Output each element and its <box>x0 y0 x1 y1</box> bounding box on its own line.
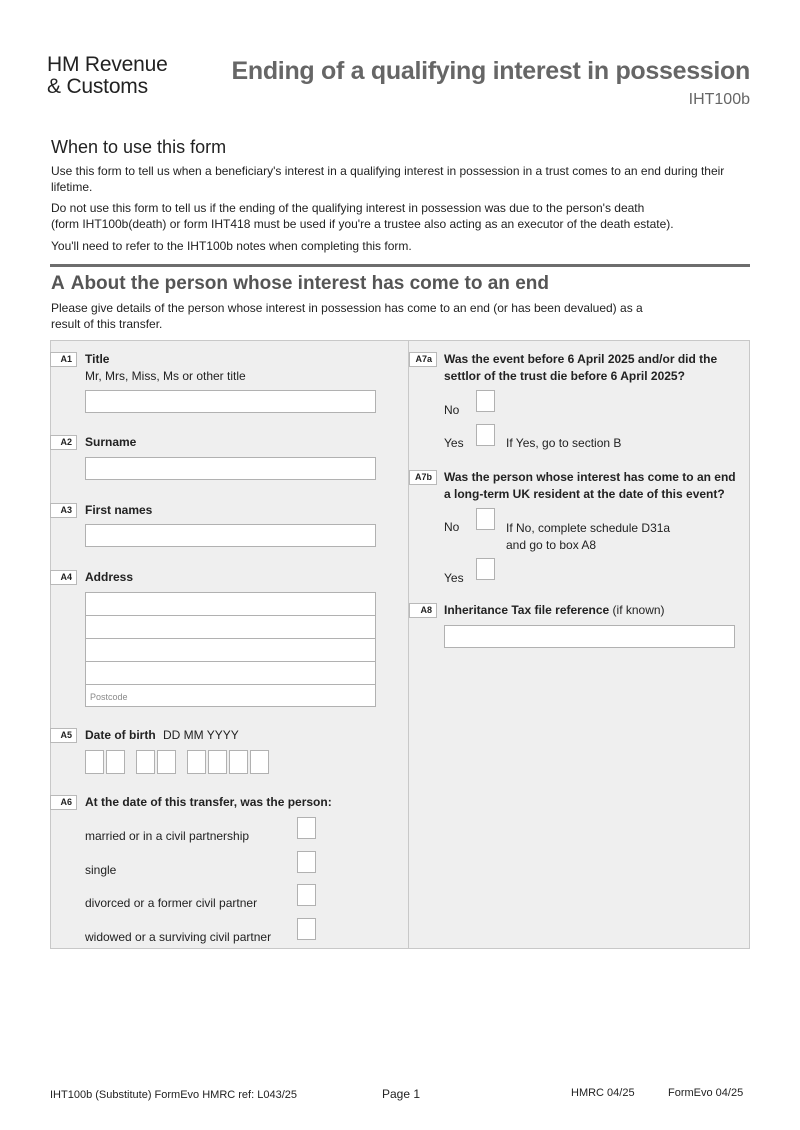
column-divider <box>408 341 409 948</box>
dob-month-digit-2[interactable] <box>157 750 176 774</box>
question-number-a1: A1 <box>50 352 77 367</box>
question-number-a3: A3 <box>50 503 77 518</box>
marital-option-divorced-label: divorced or a former civil partner <box>85 896 258 910</box>
address-line-divider <box>86 684 375 685</box>
marital-option-widowed-label: widowed or a surviving civil partner <box>85 930 272 944</box>
dob-year-digit-1[interactable] <box>187 750 206 774</box>
footer-form-reference: IHT100b (Substitute) FormEvo HMRC ref: L043/25 <box>50 1089 297 1101</box>
marital-status-label: At the date of this transfer, was the person: <box>85 795 332 809</box>
postcode-label: Postcode <box>90 692 128 702</box>
address-input[interactable] <box>85 592 376 707</box>
title-hint: Mr, Mrs, Miss, Ms or other title <box>85 369 246 383</box>
a7b-no-note <box>506 520 670 554</box>
question-number-a4: A4 <box>50 570 77 585</box>
a7b-no-note-line-2: and go to box A8 <box>506 538 597 552</box>
marital-option-divorced-checkbox[interactable] <box>297 884 316 906</box>
intro-paragraph-2-line-1: Do not use this form to tell us if the ending of the qualifying interest in possession was due to the person's death <box>51 201 645 215</box>
hmrc-logo <box>47 54 168 98</box>
event-before-april-2025-label <box>444 351 717 385</box>
marital-option-single-checkbox[interactable] <box>297 851 316 873</box>
question-number-a5: A5 <box>50 728 77 743</box>
first-names-label: First names <box>85 503 153 517</box>
iht-file-reference-label <box>444 602 665 619</box>
marital-option-single-label: single <box>85 863 117 877</box>
section-a-desc-line-1: Please give details of the person whose interest in possession has come to an end (or has been devalued) as a <box>51 301 643 315</box>
logo-line-2: & Customs <box>47 75 148 98</box>
title-label: Title <box>85 352 110 366</box>
question-number-a2: A2 <box>50 435 77 450</box>
address-line-divider <box>86 638 375 639</box>
dob-month-digit-1[interactable] <box>136 750 155 774</box>
a7b-yes-checkbox[interactable] <box>476 558 495 580</box>
question-number-a7b: A7b <box>409 470 437 485</box>
dob-year-digit-2[interactable] <box>208 750 227 774</box>
iht-file-reference-label-suffix: (if known) <box>612 603 665 617</box>
form-title: Ending of a qualifying interest in possession <box>231 57 750 85</box>
section-divider <box>50 264 750 267</box>
a7b-yes-label: Yes <box>444 571 464 585</box>
intro-paragraph-2-line-2: (form IHT100b(death) or form IHT418 must be used if you're a trustee also acting as an executor of the death estate). <box>51 217 674 231</box>
address-line-divider <box>86 661 375 662</box>
question-number-a7a: A7a <box>409 352 437 367</box>
dob-day-digit-2[interactable] <box>106 750 125 774</box>
date-of-birth-label <box>85 727 239 744</box>
dob-year-digit-3[interactable] <box>229 750 248 774</box>
iht-file-reference-label-text: Inheritance Tax file reference <box>444 603 610 617</box>
date-of-birth-label-text: Date of birth <box>85 728 156 742</box>
footer-hmrc-version: HMRC 04/25 <box>571 1087 635 1099</box>
surname-label: Surname <box>85 435 137 449</box>
address-line-divider <box>86 615 375 616</box>
iht-file-reference-input[interactable] <box>444 625 735 648</box>
dob-year-digit-4[interactable] <box>250 750 269 774</box>
form-code: IHT100b <box>688 91 750 108</box>
marital-option-widowed-checkbox[interactable] <box>297 918 316 940</box>
intro-paragraph-3: You'll need to refer to the IHT100b notes when completing this form. <box>51 239 412 253</box>
first-names-input[interactable] <box>85 524 376 547</box>
section-a-description <box>51 300 671 332</box>
section-a-desc-line-2: result of this transfer. <box>51 317 163 331</box>
date-format-hint: DD MM YYYY <box>163 728 239 742</box>
long-term-uk-resident-label <box>444 469 736 503</box>
logo-line-1: HM Revenue <box>47 53 168 76</box>
section-a-letter: A <box>51 273 65 294</box>
question-number-a8: A8 <box>409 603 437 618</box>
a7b-no-label: No <box>444 520 460 534</box>
a7b-label-line-2: a long-term UK resident at the date of this event? <box>444 487 725 501</box>
a7b-label-line-1: Was the person whose interest has come to an end <box>444 470 736 484</box>
a7a-yes-label: Yes <box>444 436 464 450</box>
surname-input[interactable] <box>85 457 376 480</box>
a7b-no-note-line-1: If No, complete schedule D31a <box>506 521 671 535</box>
footer-formevo-version: FormEvo 04/25 <box>668 1087 744 1099</box>
dob-day-digit-1[interactable] <box>85 750 104 774</box>
a7a-yes-note: If Yes, go to section B <box>506 436 622 450</box>
a7a-no-label: No <box>444 403 460 417</box>
a7a-label-line-2: settlor of the trust die before 6 April 2025? <box>444 369 685 383</box>
marital-option-married-label: married or in a civil partnership <box>85 829 250 843</box>
question-number-a6: A6 <box>50 795 77 810</box>
marital-option-married-checkbox[interactable] <box>297 817 316 839</box>
a7a-yes-checkbox[interactable] <box>476 424 495 446</box>
a7a-no-checkbox[interactable] <box>476 390 495 412</box>
a7b-no-checkbox[interactable] <box>476 508 495 530</box>
footer-page-number: Page 1 <box>382 1087 421 1101</box>
section-a-title: About the person whose interest has come to an end <box>70 273 549 294</box>
section-a-heading <box>51 273 549 295</box>
a7a-label-line-1: Was the event before 6 April 2025 and/or did the <box>444 352 718 366</box>
address-label: Address <box>85 570 134 584</box>
title-input[interactable] <box>85 390 376 413</box>
intro-paragraph-2 <box>51 200 751 232</box>
intro-paragraph-1: Use this form to tell us when a beneficiary's interest in a qualifying interest in possession in a trust comes to an end during their lifetime. <box>51 164 725 194</box>
intro-heading: When to use this form <box>51 137 227 157</box>
